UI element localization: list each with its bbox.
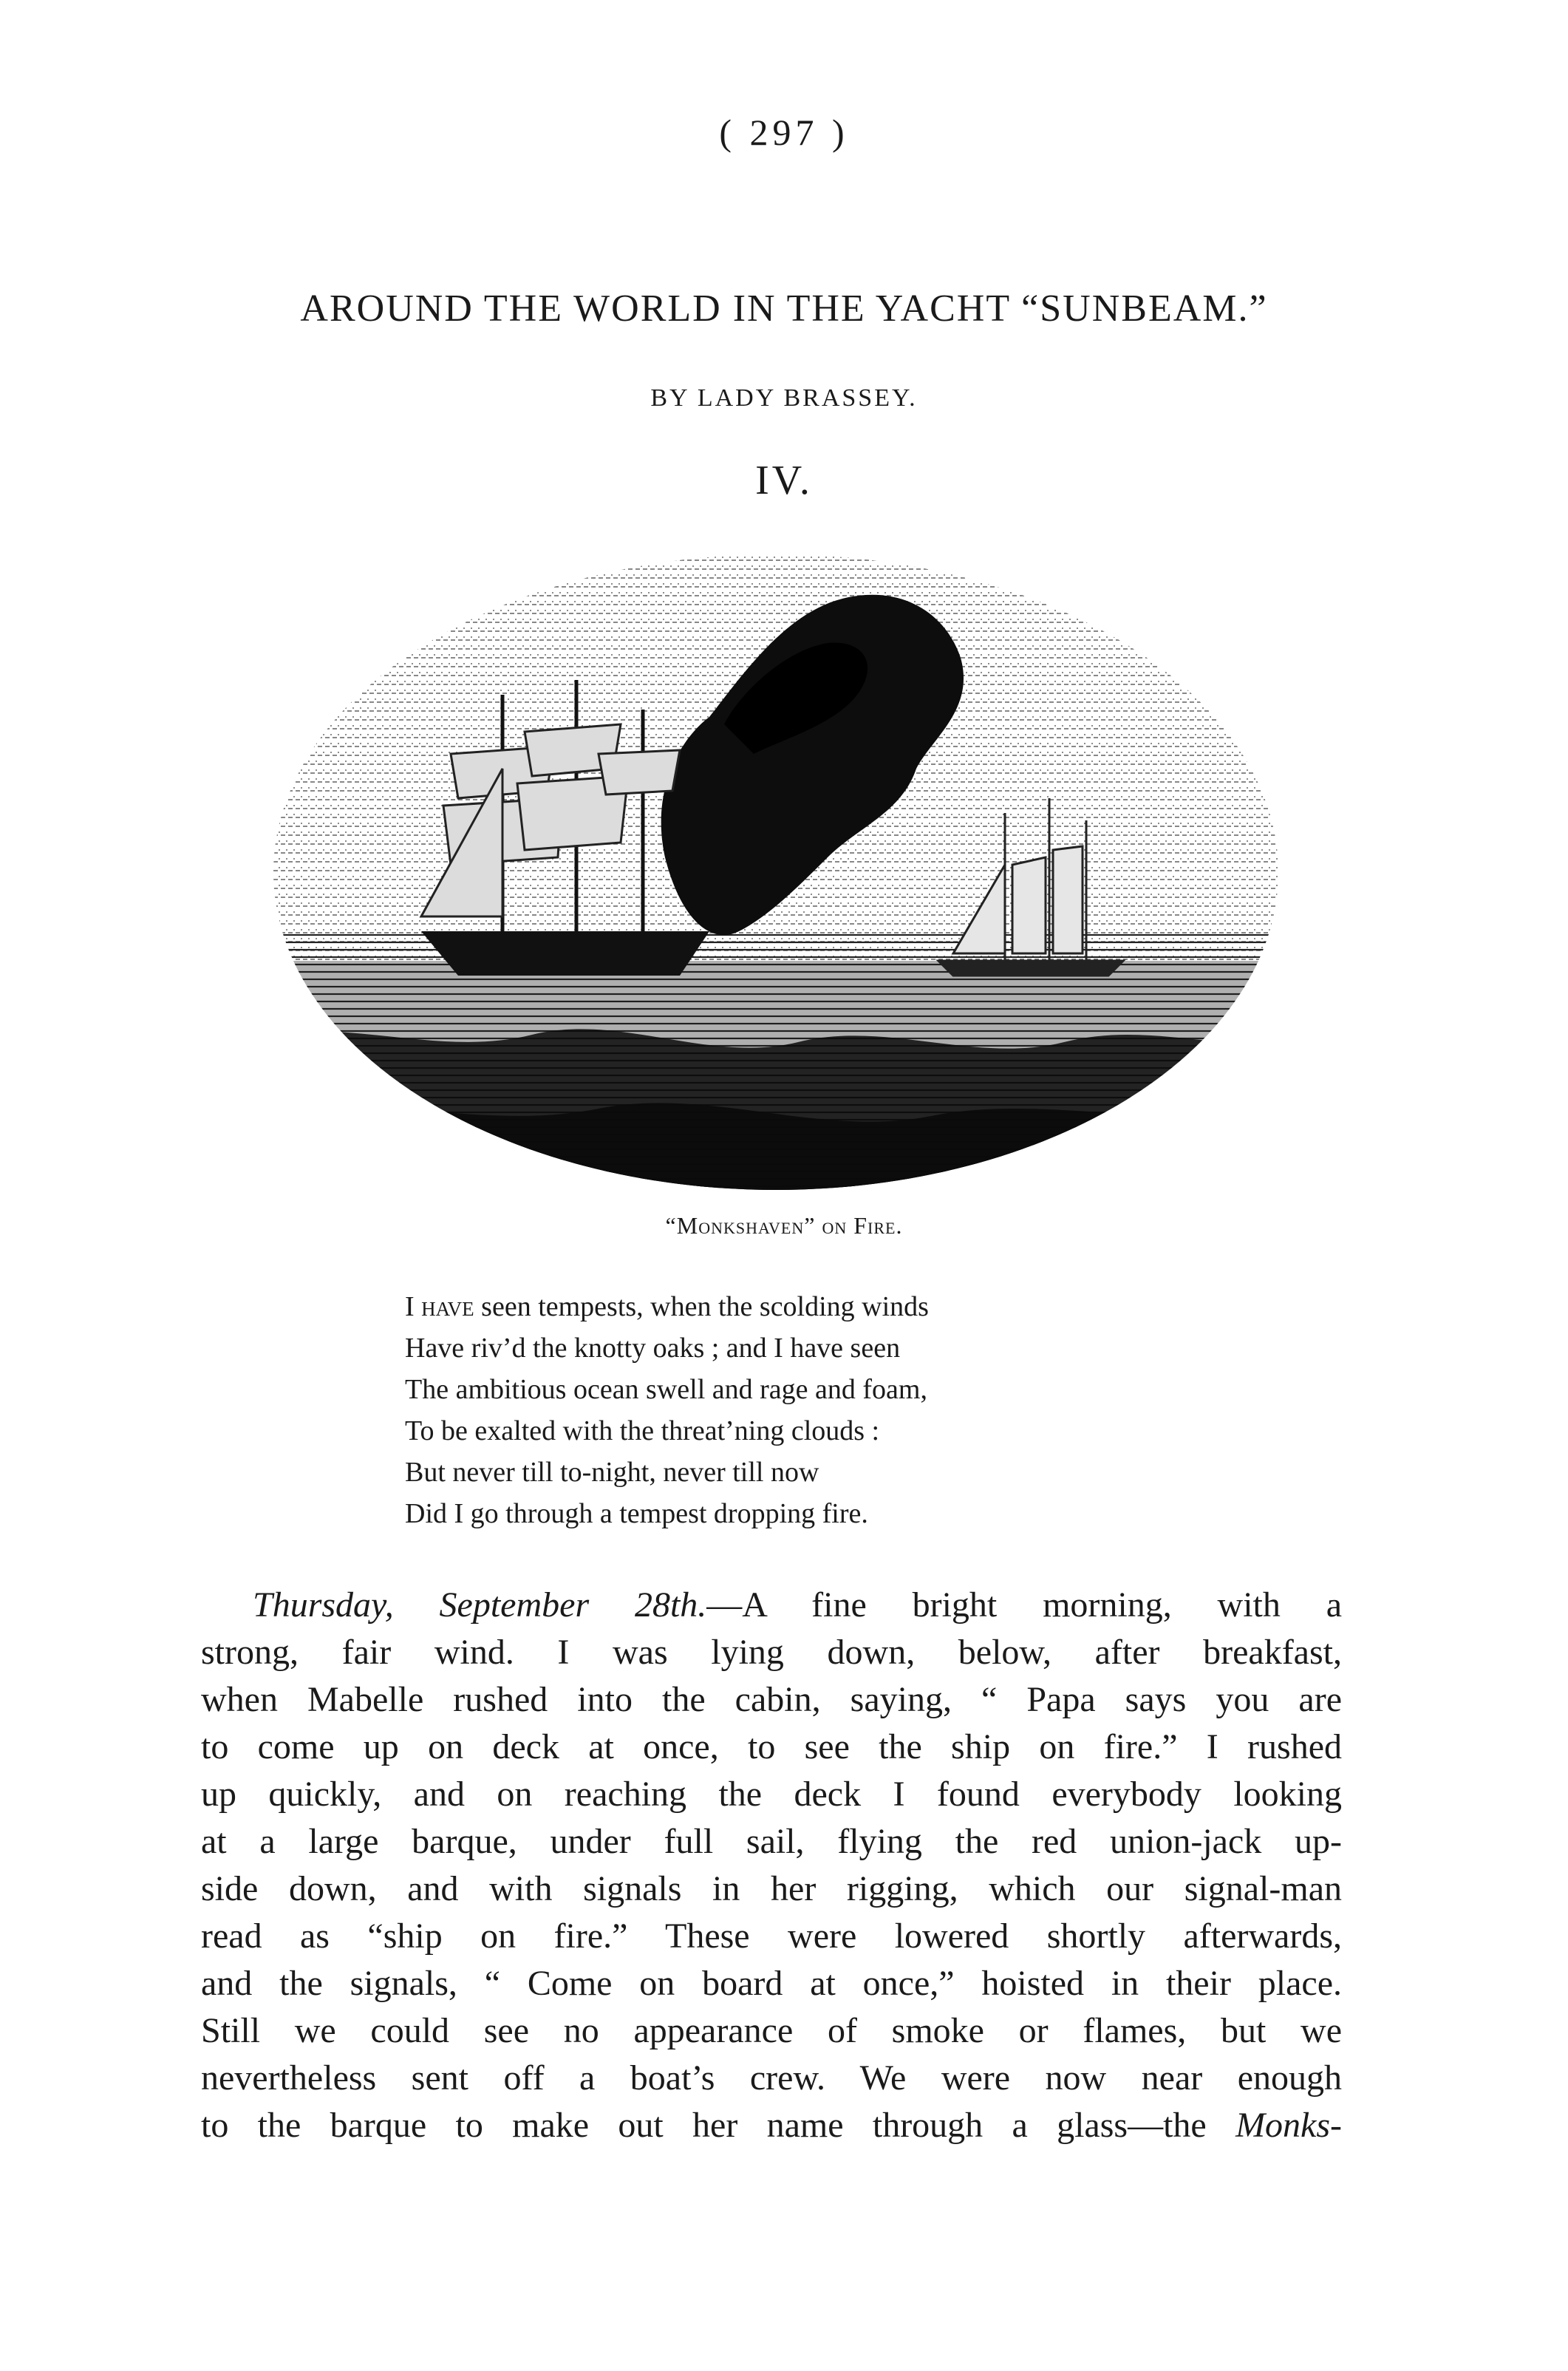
foreground-waves [266,1029,1286,1197]
date-label: Thursday, September 28th. [253,1585,707,1625]
verse-line [405,1286,1292,1327]
verse-line: To be exalted with the threat’ning clouds : [405,1415,880,1446]
verse-text: seen tempests, when the scolding winds [474,1291,929,1322]
paragraph-line: Still we could see no appearance of smoke or flames, but we [201,2011,1342,2050]
paragraph-line: and the signals, “ Come on board at once,” hoisted in their place. [201,1964,1342,2003]
paragraph-line: nevertheless sent off a boat’s crew. We were now near enough [201,2058,1342,2098]
paragraph-line: to come up on deck at once, to see the ship on fire.” I rushed [201,1727,1342,1766]
page-number: ( 297 ) [719,112,849,153]
paragraph-line: when Mabelle rushed into the cabin, saying, “ Papa says you are [201,1680,1342,1719]
burning-ship-engraving [266,547,1286,1197]
paragraph-line: at a large barque, under full sail, flying the red union-jack up- [201,1822,1342,1861]
paragraph-line: side down, and with signals in her rigging, which our signal-man [201,1869,1342,1908]
article-title: AROUND THE WORLD IN THE YACHT “SUNBEAM.” [300,288,1268,330]
paragraph-text: —A fine bright morning, with a [706,1585,1343,1625]
verse-lead: I have [405,1291,474,1322]
verse-line: Did I go through a tempest dropping fire. [405,1498,868,1529]
author-byline: BY LADY BRASSEY. [650,384,918,412]
paragraph-line: read as “ship on fire.” These were lowered shortly afterwards, [201,1916,1342,1956]
paragraph-line: up quickly, and on reaching the deck I found everybody looking [201,1775,1342,1814]
epigraph-verse [405,1286,1292,1534]
body-paragraph [201,1582,1342,2149]
paragraph-line: strong, fair wind. I was lying down, below, after breakfast, [201,1633,1342,1672]
illustration-caption: “Monkshaven” on Fire. [665,1212,903,1239]
verse-line: The ambitious ocean swell and rage and foam, [405,1374,927,1405]
verse-line: But never till to-night, never till now [405,1457,819,1488]
verse-line: Have riv’d the knotty oaks ; and I have seen [405,1333,901,1364]
ship-name-italic: Monks- [1235,2106,1343,2145]
ship-hull-left [421,931,709,976]
paragraph-text: to the barque to make out her name through a glass—the [201,2106,1207,2145]
section-number: IV. [755,457,813,503]
paragraph-line [201,2102,1342,2149]
paragraph-line [201,1582,1342,1629]
